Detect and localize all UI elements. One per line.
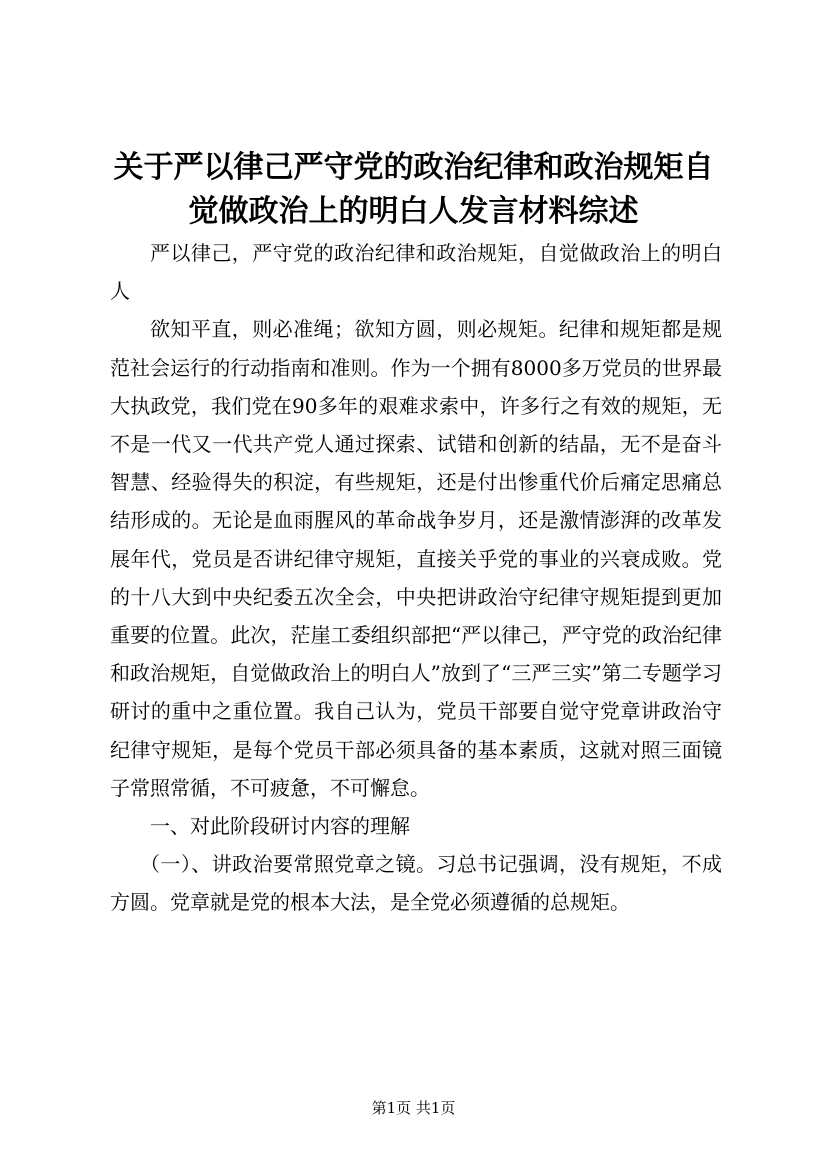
document-body xyxy=(110,234,722,922)
document-title: 关于严以律己严守党的政治纪律和政治规矩自觉做政治上的明白人发言材料综述 xyxy=(113,150,714,229)
subsection-paragraph: （一）、讲政治要常照党章之镜。习总书记强调，没有规矩，不成方圆。党章就是党的根本大法，是全党必须遵循的总规矩。 xyxy=(110,852,722,915)
paragraph-intro: 欲知平直，则必准绳；欲知方圆，则必规矩。纪律和规矩都是规范社会运行的行动指南和准则。作为一个拥有8000多万党员的世界最大执政党，我们党在90多年的艰难求索中，许多行之有效的规矩，无不是一代又一代共产党人通过探索、试错和创新的结晶，无不是奋斗智慧、经验得失的积淀，有些规矩，还是付出惨重代价后痛定思痛总结形成的。无论是血雨腥风的革命战争岁月，还是激情澎湃的改革发展年代，党员是否讲纪律守规矩，直接关乎党的事业的兴衰成败。党的十八大到中央纪委五次全会，中央把讲政治守纪律守规矩提到更加重要的位置。此次，茫崖工委组织部把“严以律己，严守党的政治纪律和政治规矩，自觉做政治上的明白人”放到了“三严三实”第二专题学习研讨的重中之重位置。我自己认为，党员干部要自觉守党章讲政治守纪律守规矩，是每个党员干部必须具备的基本素质，这就对照三面镜子常照常循，不可疲惫，不可懈怠。 xyxy=(110,317,722,800)
paragraph-subtitle: 严以律己，严守党的政治纪律和政治规矩，自觉做政治上的明白人 xyxy=(110,241,722,304)
page-footer: 第1页 共1页 xyxy=(371,1099,456,1117)
section-heading: 一、对此阶段研讨内容的理解 xyxy=(150,814,410,839)
